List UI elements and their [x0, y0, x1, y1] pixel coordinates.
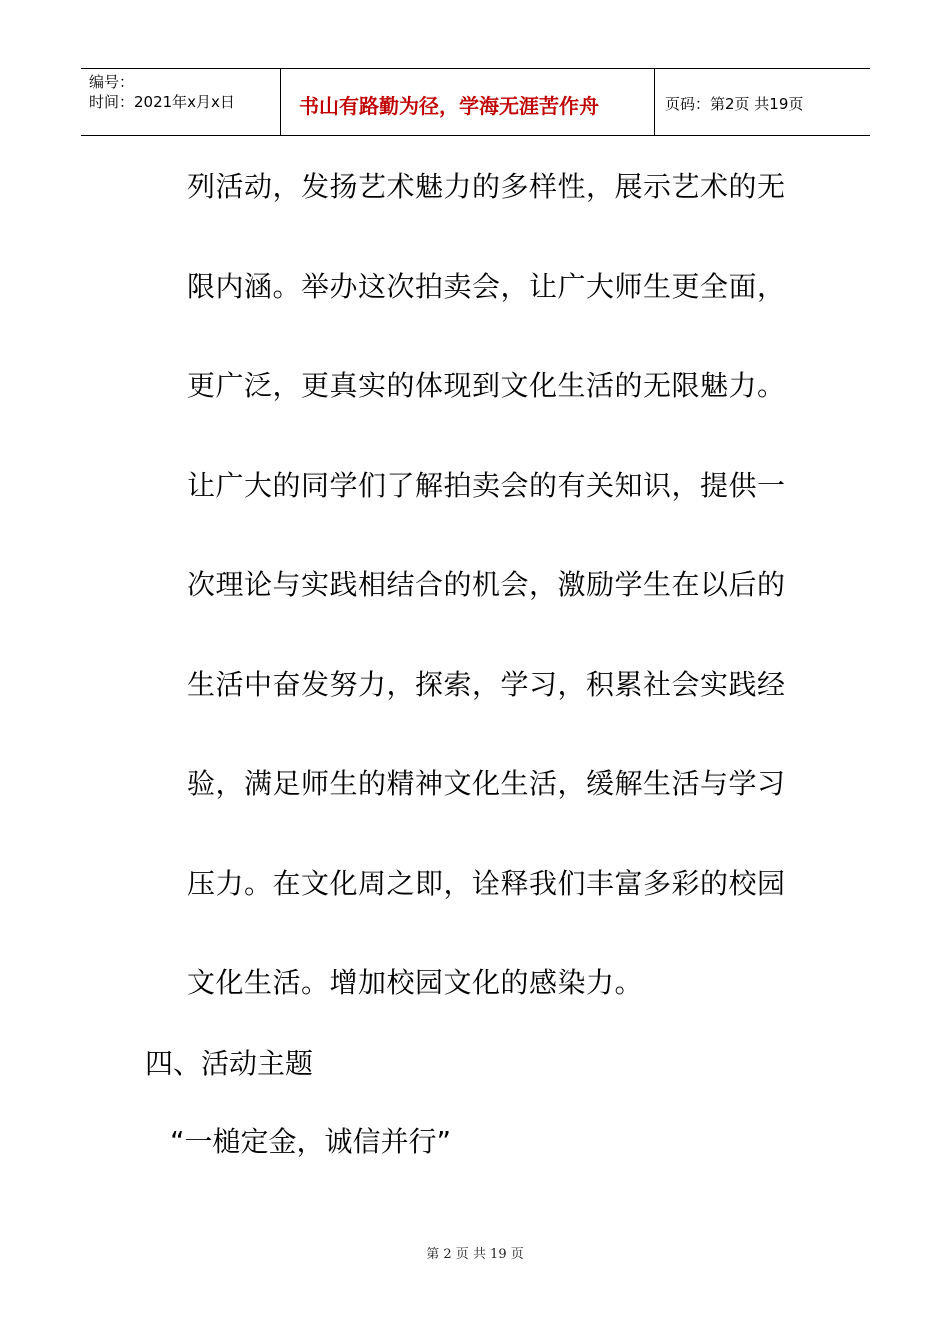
- footer-page-indicator: 第 2 页 共 19 页: [426, 1247, 524, 1262]
- body-line: 更广泛，更真实的体现到文化生活的无限魅力。: [187, 369, 786, 402]
- body-line: 限内涵。举办这次拍卖会，让广大师生更全面，: [187, 269, 786, 303]
- body-line: 验，满足师生的精神文化生活，缓解生活与学习: [187, 767, 786, 800]
- section-heading: 四、活动主题: [145, 1047, 314, 1080]
- document-time-label: 时间：2021年x月x日: [89, 93, 235, 111]
- body-paragraph: [187, 165, 827, 1061]
- activity-theme: “一槌定金，诚信并行”: [170, 1125, 452, 1158]
- header-info-cell: [81, 69, 281, 135]
- document-code-label: 编号：: [89, 73, 135, 91]
- header-motto-cell: [281, 69, 655, 135]
- body-line: 列活动，发扬艺术魅力的多样性，展示艺术的无: [187, 170, 786, 203]
- body-line: 压力。在文化周之即，诠释我们丰富多彩的校园: [187, 866, 786, 900]
- header-motto: 书山有路勤为径，学海无涯苦作舟: [299, 94, 599, 118]
- header-page-cell: [655, 69, 870, 135]
- document-header: [81, 68, 870, 136]
- body-line: 让广大的同学们了解拍卖会的有关知识，提供一: [187, 468, 786, 502]
- body-line: 生活中奋发努力，探索，学习，积累社会实践经: [187, 667, 786, 701]
- body-line: 文化生活。增加校园文化的感染力。: [187, 966, 644, 999]
- body-line: 次理论与实践相结合的机会，激励学生在以后的: [187, 568, 786, 601]
- header-page-code: 页码：第2页 共19页: [665, 95, 804, 113]
